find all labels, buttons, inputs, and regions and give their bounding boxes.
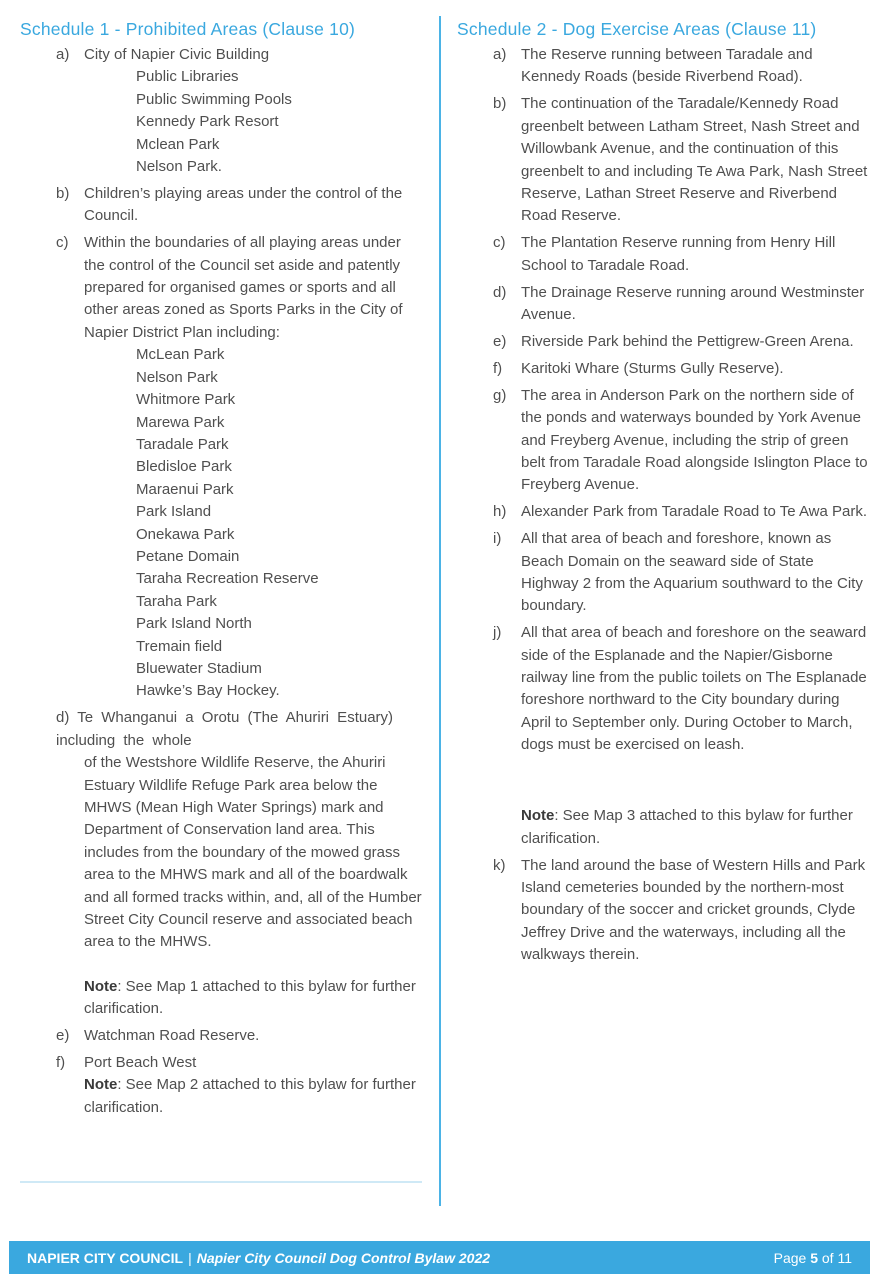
schedule-1-item-b: b) Children’s playing areas under the control of the Council. xyxy=(56,184,403,225)
schedule-2-item: e) Riverside Park behind the Pettigrew-Green Arena. xyxy=(493,332,854,350)
park-list-item: Hawke’s Bay Hockey. xyxy=(136,682,280,700)
column-divider xyxy=(439,16,441,1206)
schedule-1-column xyxy=(20,18,425,1124)
park-list-item: Petane Domain xyxy=(136,547,240,565)
schedule-2-item: g) The area in Anderson Park on the northern side of the ponds and waterways bounded by York Avenue and Freyberg Avenue, including the strip of green belt from Taradale Road alongside Islington Place to Freyberg Avenue. xyxy=(493,386,868,494)
park-list-item: Bluewater Stadium xyxy=(136,659,262,677)
schedule-2-item: f) Karitoki Whare (Sturms Gully Reserve). xyxy=(493,359,784,377)
schedule-2-title: Schedule 2 - Dog Exercise Areas (Clause 11) xyxy=(457,19,817,39)
schedule-1-item-a: a) City of Napier Civic Building Public Libraries Public Swimming Pools Kennedy Park Resort Mclean Park Nelson Park. xyxy=(56,46,292,176)
schedule-1-item-e: e) Watchman Road Reserve. xyxy=(56,1027,260,1045)
schedule-2-item: b) The continuation of the Taradale/Kennedy Road greenbelt between Latham Street, Nash Street and Willowbank Avenue, and the continuation of this greenbelt to and including Te Awa Park, Nash Street Reserve, Lathan Street Reserve and Riverbend Road Reserve. xyxy=(493,95,868,225)
footer-page-number: Page 5 of 11 xyxy=(773,1249,852,1266)
park-list-item: Taradale Park xyxy=(136,435,229,453)
park-list-item: Maraenui Park xyxy=(136,480,234,498)
footer-doc-title: Napier City Council Dog Control Bylaw 2022 xyxy=(196,1249,491,1266)
schedule-1-item-d-body: of the Westshore Wildlife Reserve, the Ahuriri Estuary Wildlife Refuge Park area below the MHWS (Mean High Water Springs) mark and Department of Conservation land area. This includes from the boundary of the mowed grass area to the MHWS mark and all of the boardwalk and all formed tracks within, and, all of the Humber Street City Council reserve and associated beach area to the MHWS. xyxy=(84,754,422,951)
schedule-2-item: d) The Drainage Reserve running around Westminster Avenue. xyxy=(493,283,865,323)
schedule-1-item-d-heading: d) Te Whanganui a Orotu (The Ahuriri Estuary) including the whole xyxy=(56,709,394,749)
schedule-2-note-map-3: Note: See Map 3 attached to this bylaw for further clarification. xyxy=(521,807,853,847)
park-list-item: Taraha Recreation Reserve xyxy=(136,570,319,588)
sports-parks-list xyxy=(84,344,425,703)
park-list-item: McLean Park xyxy=(136,346,225,364)
schedule-2-item: a) The Reserve running between Taradale and Kennedy Roads (beside Riverbend Road). xyxy=(493,46,813,86)
park-list-item: Whitmore Park xyxy=(136,391,236,409)
park-list-item: Marewa Park xyxy=(136,413,225,431)
schedule-2-item: c) The Plantation Reserve running from Henry Hill School to Taradale Road. xyxy=(493,234,836,274)
page-footer xyxy=(9,1241,870,1274)
schedule-2-item: j) All that area of beach and foreshore on the seaward side of the Esplanade and the Napier/Gisborne railway line from the public toilets on The Esplanade foreshore northward to the City boundary during April to September only. During October to March, dogs must be exercised on leash. xyxy=(493,624,867,754)
park-list-item: Park Island xyxy=(136,503,212,521)
park-list-item: Nelson Park xyxy=(136,368,218,386)
schedule-2-items xyxy=(457,44,869,757)
park-list-item: Onekawa Park xyxy=(136,525,235,543)
schedule-2-item: i) All that area of beach and foreshore, known as Beach Domain on the seaward side of State Highway 2 from the Aquarium southward to the City boundary. xyxy=(493,530,863,615)
footer-org: NAPIER CITY COUNCIL xyxy=(27,1249,184,1266)
park-list-item: Bledisloe Park xyxy=(136,458,232,476)
park-list-item: Tremain field xyxy=(136,637,223,655)
schedule-2-item-k: k) The land around the base of Western Hills and Park Island cemeteries bounded by the northern-most boundary of the soccer and cricket grounds, Clyde Jeffrey Drive and the waterways, including all the walkways therein. xyxy=(493,856,866,964)
park-list-item: Park Island North xyxy=(136,615,252,633)
park-list-item: Taraha Park xyxy=(136,592,217,610)
schedule-1-item-c: c) Within the boundaries of all playing areas under the control of the Council set aside and patently prepared for organised games or sports and all other areas zoned as Sports Parks in the City of Napier District Plan including: McLean Park Nelson Park Whitmore Park Marewa Park Taradale Park Bledisloe Park Maraenui Park Park Island Onekawa Park Petane Domain Taraha Recreation Reserve Taraha Park Park Island North Tremain field Bluewater Stadium Hawke’s Bay Hockey. xyxy=(20,232,425,703)
schedule-1-title: Schedule 1 - Prohibited Areas (Clause 10) xyxy=(20,19,356,39)
column-1-bottom-rule xyxy=(20,1181,422,1183)
schedule-2-column xyxy=(457,18,869,971)
schedule-2-item: h) Alexander Park from Taradale Road to Te Awa Park. xyxy=(493,503,868,521)
schedule-1-note-map-1: Note: See Map 1 attached to this bylaw for further clarification. xyxy=(84,977,416,1018)
schedule-1-item-f: f) Port Beach West Note: See Map 2 attached to this bylaw for further clarification. xyxy=(56,1053,416,1116)
footer-separator: | xyxy=(188,1249,192,1266)
